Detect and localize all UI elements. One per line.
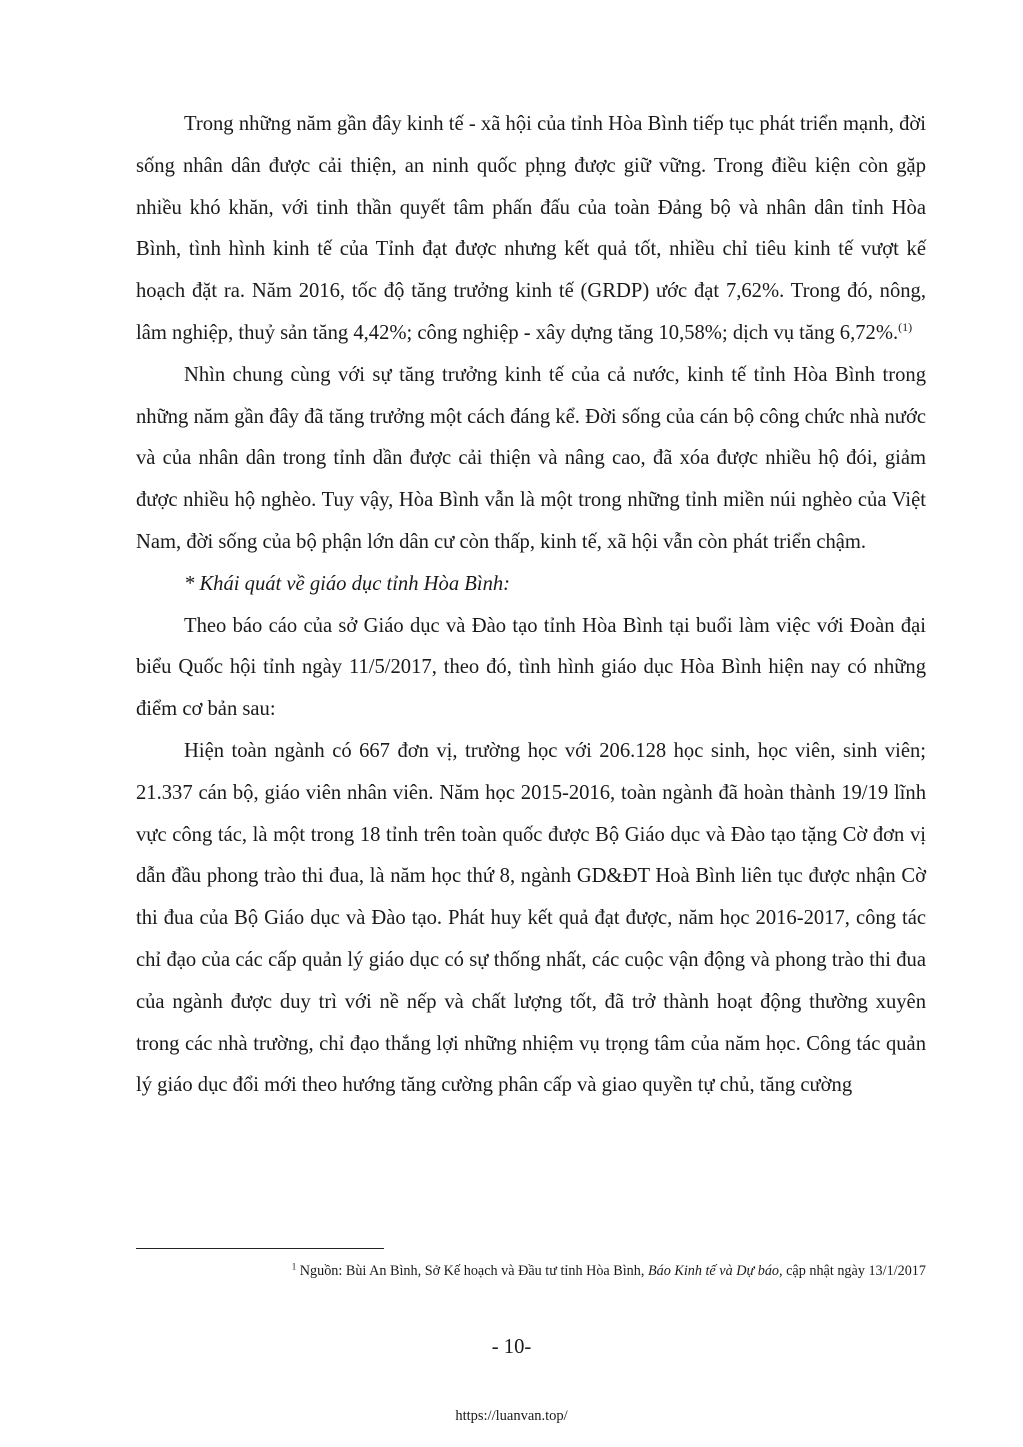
paragraph-education-stats: Hiện toàn ngành có 667 đơn vị, trường học với 206.128 học sinh, học viên, sinh viên; 21.337 cán bộ, giáo viên nhân viên. Năm học 2015-2016, toàn ngành đã hoàn thành 19/19 lĩnh vực công tác, là một trong 18 tỉnh trên toàn quốc được Bộ Giáo dục và Đào tạo tặng Cờ đơn vị dẫn đầu phong trào thi đua, là năm học thứ 8, ngành GD&ĐT Hoà Bình liên tục được nhận Cờ thi đua của Bộ Giáo dục và Đào tạo. Phát huy kết quả đạt được, năm học 2016-2017, công tác chỉ đạo của các cấp quản lý giáo dục có sự thống nhất, các cuộc vận động và phong trào thi đua của ngành được duy trì với nề nếp và chất lượng tốt, đã trở thành hoạt động thường xuyên trong các nhà trường, chỉ đạo thắng lợi những nhiệm vụ trọng tâm của năm học. Công tác quản lý giáo dục đổi mới theo hướng tăng cường phân cấp và giao quyền tự chủ, tăng cường <box>136 739 926 1097</box>
paragraph-education-report: Theo báo cáo của sở Giáo dục và Đào tạo tỉnh Hòa Bình tại buổi làm việc với Đoàn đại biểu Quốc hội tỉnh ngày 11/5/2017, theo đó, tình hình giáo dục Hòa Bình hiện nay có những điểm cơ bản sau: <box>136 614 926 721</box>
footnote-text-before: Nguồn: Bùi An Bình, Sở Kế hoạch và Đầu tư tỉnh Hòa Bình, <box>296 1263 648 1279</box>
paragraph-overview: Nhìn chung cùng với sự tăng trưởng kinh tế của cả nước, kinh tế tỉnh Hòa Bình trong những năm gần đây đã tăng trưởng một cách đáng kể. Đời sống của cán bộ công chức nhà nước và của nhân dân trong tỉnh dần được cải thiện và nâng cao, đã xóa được nhiều hộ đói, giảm được nhiều hộ nghèo. Tuy vậy, Hòa Bình vẫn là một trong những tỉnh miền núi nghèo của Việt Nam, đời sống của bộ phận lớn dân cư còn thấp, kinh tế, xã hội vẫn còn phát triển chậm. <box>136 363 926 553</box>
footnote <box>136 1262 926 1280</box>
paragraph-economy <box>136 104 926 355</box>
footnote-divider <box>136 1248 384 1249</box>
footnote-source-title: Báo Kinh tế và Dự báo, <box>647 1263 783 1279</box>
footnote-reference[interactable]: (1) <box>898 320 913 335</box>
paragraph-economy-text: Trong những năm gần đây kinh tế - xã hội của tỉnh Hòa Bình tiếp tục phát triển mạnh, đời sống nhân dân được cải thiện, an ninh quốc pḥng được giữ vững. Trong điều kiện còn gặp nhiều khó khăn, với tinh thần quyết tâm phấn đấu của toàn Đảng bộ và nhân dân tỉnh Hòa Bình, tình hình kinh tế của Tỉnh đạt được nhưng kết quả tốt, nhiều chỉ tiêu kinh tế vượt kế hoạch đặt ra. Năm 2016, tốc độ tăng trưởng kinh tế (GRDP) ước đạt 7,62%. Trong đó, nông, lâm nghiệp, thuỷ sản tăng 4,42%; công nghiệp - xây dựng tăng 10,58%; dịch vụ tăng 6,72%. <box>136 113 926 344</box>
footnote-text-after: cập nhật ngày 13/1/2017 <box>782 1263 926 1279</box>
section-heading-education: * Khái quát về giáo dục tỉnh Hòa Bình: <box>184 572 511 595</box>
page-number: - 10- <box>491 1336 532 1358</box>
footer-url-link[interactable]: https://luanvan.top/ <box>455 1408 568 1424</box>
footnote-marker: 1 <box>291 1261 297 1272</box>
document-body <box>136 104 926 1107</box>
